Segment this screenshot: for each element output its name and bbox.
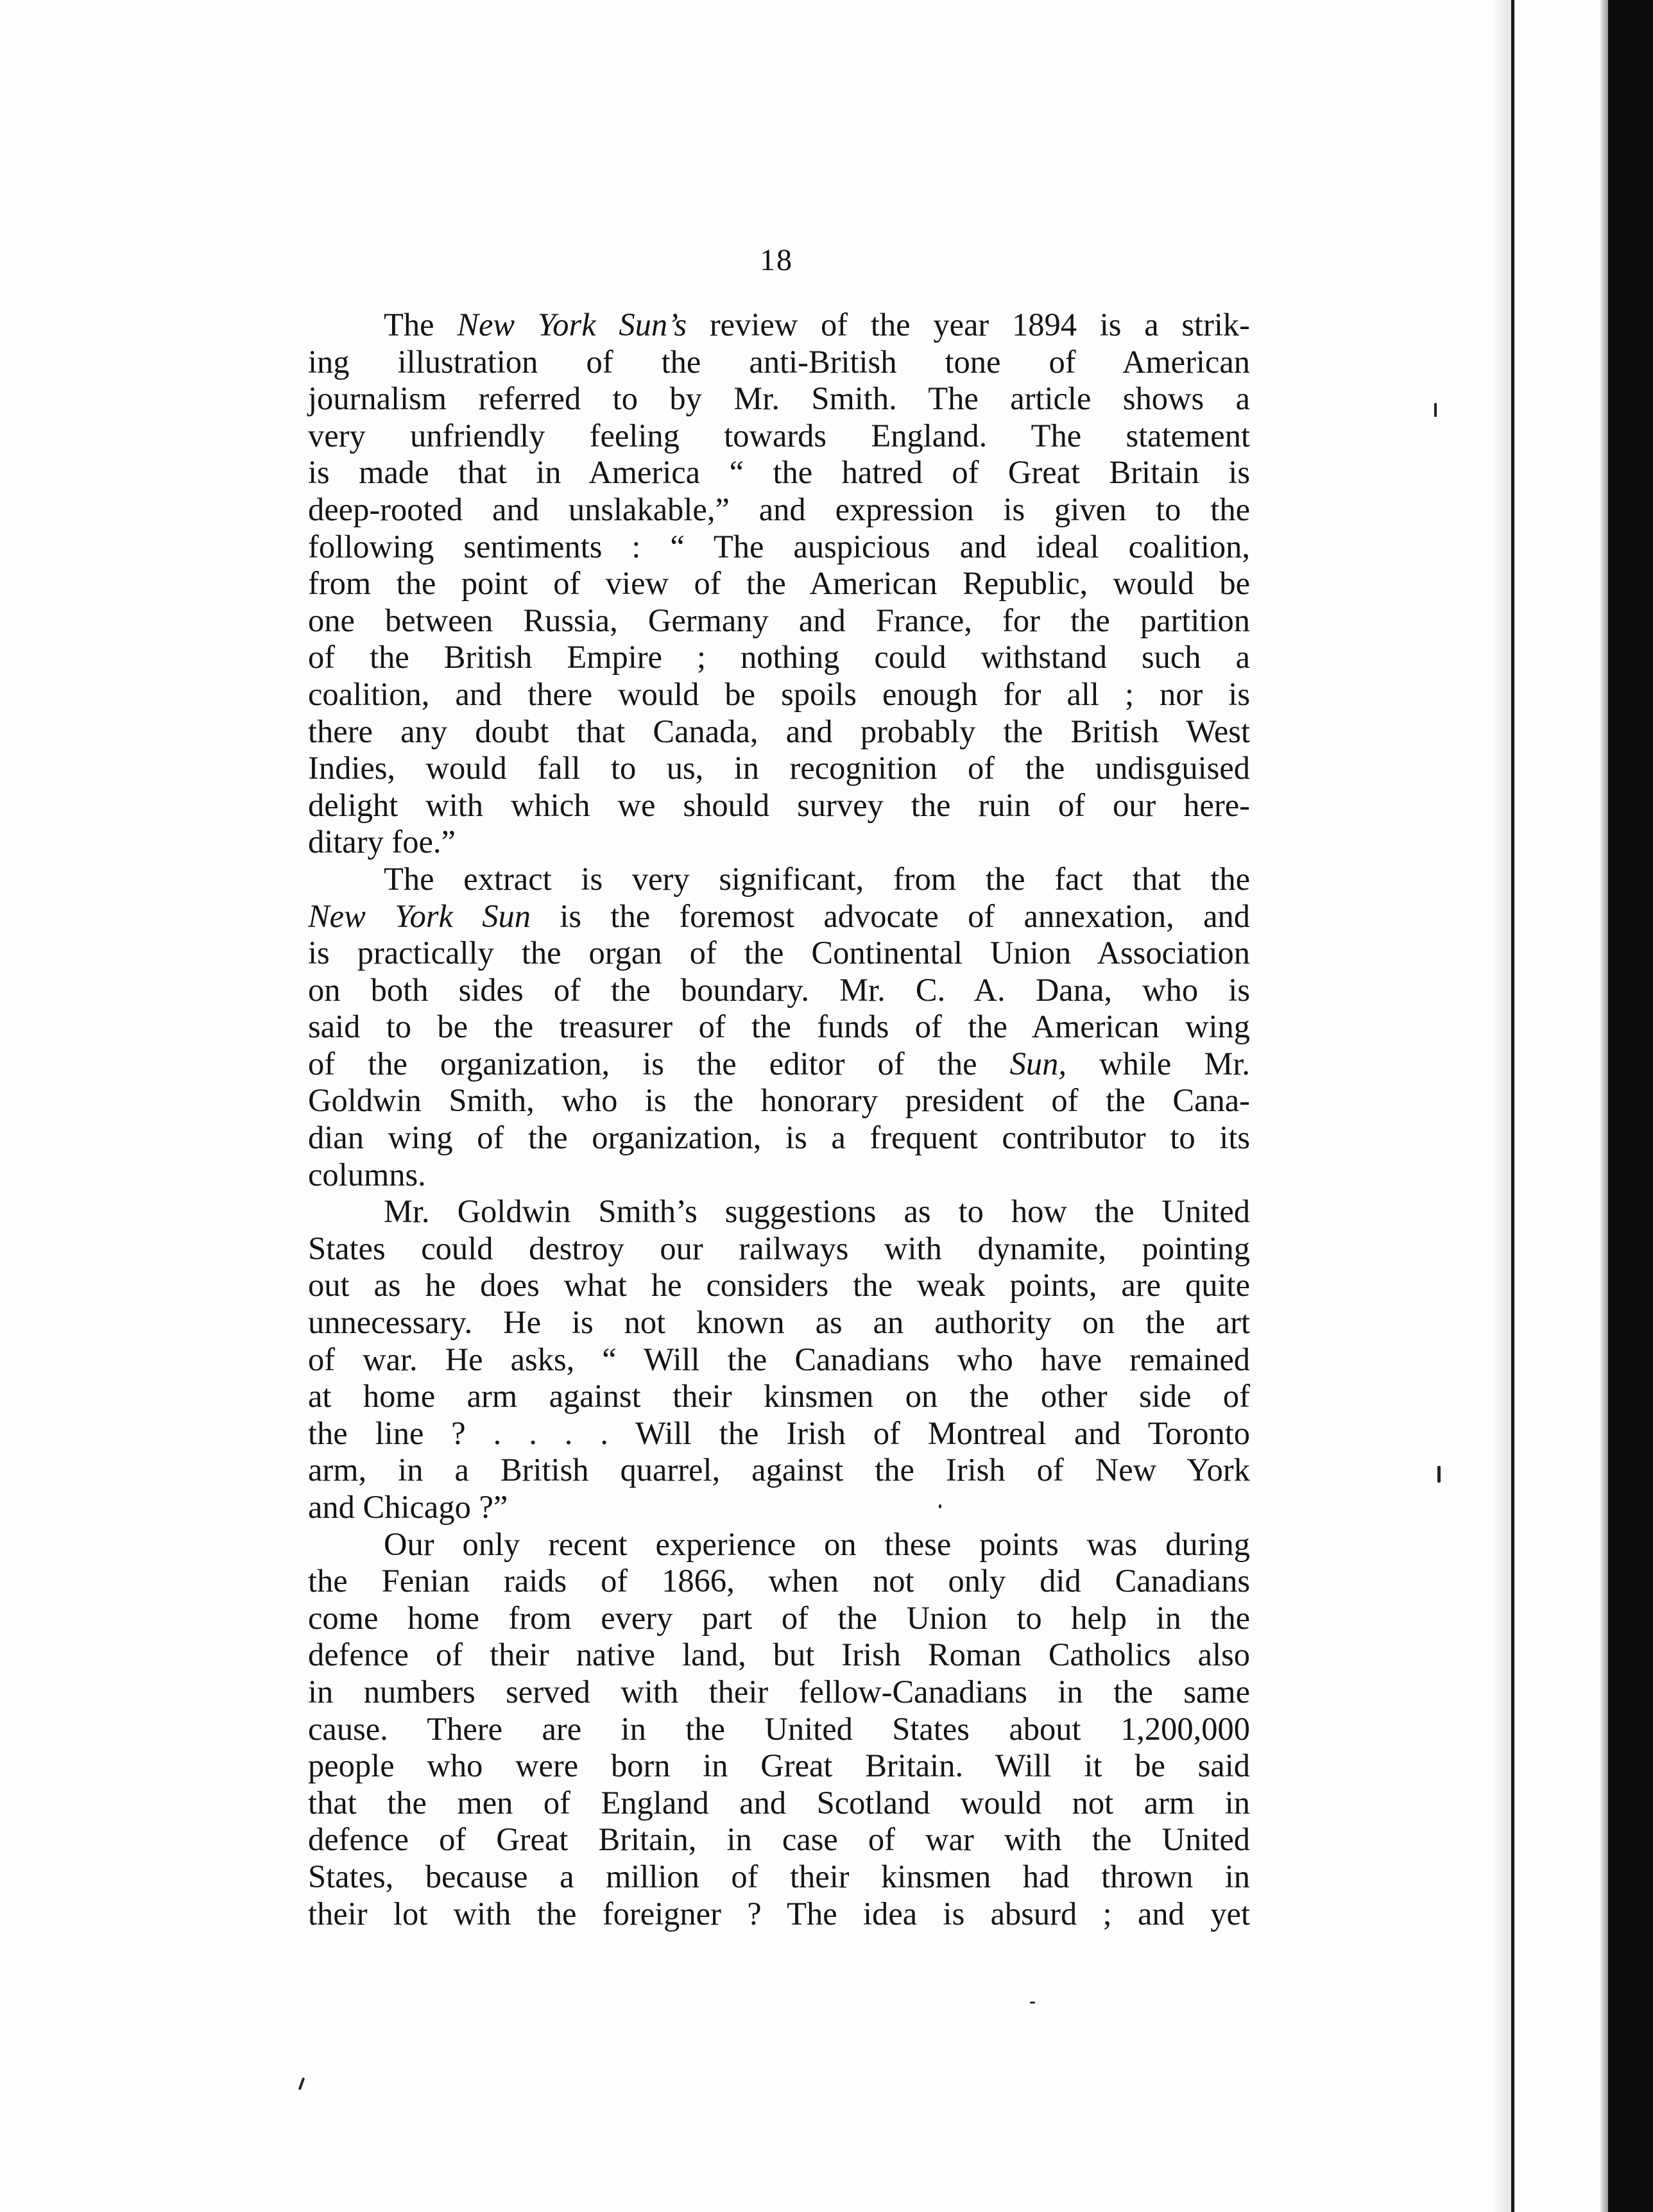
italic-title: New York Sun (308, 898, 531, 934)
text-line (308, 1859, 1250, 1896)
text-line-segment: journalism referred to by Mr. Smith. The article shows a (308, 380, 1250, 417)
text-line-segment: the line ? . . . . Will the Irish of Montreal and Toronto (308, 1415, 1250, 1451)
text-line (308, 1896, 1250, 1933)
text-line-segment: ing illustration of the anti-British tone of American (308, 343, 1250, 380)
text-line-segment: Goldwin Smith, who is the honorary president of the Cana- (308, 1082, 1250, 1119)
text-line-segment: in numbers served with their fellow-Canadians in the same (308, 1673, 1250, 1710)
page-fold-line (1511, 0, 1514, 2212)
text-line-segment: unnecessary. He is not known as an authority on the art (308, 1304, 1250, 1341)
text-line-segment: defence of Great Britain, in case of war with the United (308, 1821, 1250, 1858)
text-line-segment: defence of their native land, but Irish Roman Catholics also (308, 1637, 1250, 1673)
text-line (308, 454, 1250, 491)
text-line (308, 491, 1250, 529)
text-line (308, 1452, 1250, 1489)
text-line-segment: delight with which we should survey the ruin of our here- (308, 787, 1250, 823)
page-number: 18 (760, 243, 793, 277)
text-line-segment: The extract is very significant, from the fact that the (384, 860, 1250, 897)
scan-speck (1030, 2002, 1035, 2004)
scan-speck (298, 2077, 305, 2090)
text-line (308, 1008, 1250, 1046)
text-line (308, 1193, 1250, 1230)
text-line-segment: the Fenian raids of 1866, when not only did Canadians (308, 1563, 1250, 1599)
text-line (308, 639, 1250, 676)
text-line (308, 1267, 1250, 1304)
text-line-segment: The (384, 307, 458, 343)
text-line (308, 344, 1250, 381)
text-line-segment: Our only recent experience on these points was during (384, 1526, 1250, 1562)
text-line-segment: very unfriendly feeling towards England. The statement (308, 417, 1250, 454)
text-line-segment: their lot with the foreigner ? The idea is absurd ; and yet (308, 1895, 1250, 1932)
text-line-segment: columns. (308, 1156, 426, 1193)
scan-edge-border (1608, 0, 1653, 2212)
text-line-segment: ditary foe.” (308, 824, 456, 860)
text-line-segment: States, because a million of their kinsmen had thrown in (308, 1858, 1250, 1894)
text-line-segment: from the point of view of the American Republic, would be (308, 565, 1250, 602)
text-line (308, 676, 1250, 713)
text-line-segment: of the organization, is the editor of the (308, 1045, 1010, 1082)
text-line (308, 861, 1250, 898)
italic-title: Sun, (1009, 1045, 1067, 1082)
text-line (308, 824, 1250, 861)
text-line (308, 380, 1250, 418)
text-line (308, 1600, 1250, 1637)
text-line (308, 1157, 1250, 1194)
page-fold-shadow (1492, 0, 1511, 2212)
text-line (308, 529, 1250, 566)
text-line-segment: out as he does what he considers the weak points, are quite (308, 1267, 1250, 1304)
text-line-segment: of war. He asks, “ Will the Canadians who have remained (308, 1341, 1250, 1377)
text-line (308, 1748, 1250, 1785)
text-line-segment: dian wing of the organization, is a frequent contributor to its (308, 1119, 1250, 1156)
text-line-segment: cause. There are in the United States about 1,200,000 (308, 1710, 1250, 1747)
text-line (308, 565, 1250, 602)
text-line-segment: that the men of England and Scotland would not arm in (308, 1784, 1250, 1821)
text-line-segment: at home arm against their kinsmen on the other side of (308, 1378, 1250, 1415)
text-line (308, 418, 1250, 455)
text-line (308, 1489, 1250, 1526)
text-line (308, 1563, 1250, 1600)
text-line (308, 750, 1250, 787)
text-line-segment: on both sides of the boundary. Mr. C. A. Dana, who is (308, 971, 1250, 1008)
text-line-segment: arm, in a British quarrel, against the Irish of New York (308, 1452, 1250, 1488)
text-line (308, 713, 1250, 751)
text-line (308, 898, 1250, 935)
text-line-segment: there any doubt that Canada, and probably the British West (308, 713, 1250, 749)
text-line (308, 1082, 1250, 1119)
text-line (308, 1674, 1250, 1711)
text-line-segment: States could destroy our railways with dynamite, pointing (308, 1230, 1250, 1266)
body-text (308, 307, 1250, 1932)
text-line (308, 787, 1250, 824)
text-line (308, 1711, 1250, 1748)
text-line (308, 1378, 1250, 1415)
text-line-segment: following sentiments : “ The auspicious and ideal coalition, (308, 528, 1250, 565)
text-line-segment: of the British Empire ; nothing could withstand such a (308, 639, 1250, 676)
text-line-segment: is the foremost advocate of annexation, and (531, 898, 1250, 934)
text-line-segment: is made that in America “ the hatred of Great Britain is (308, 454, 1250, 491)
text-line-segment: Indies, would fall to us, in recognition of the undisguised (308, 750, 1250, 787)
text-line-segment: while Mr. (1066, 1045, 1250, 1082)
text-line (308, 1046, 1250, 1083)
text-line (308, 1415, 1250, 1452)
text-line (308, 1821, 1250, 1859)
text-line-segment: deep-rooted and unslakable,” and expression is given to the (308, 491, 1250, 527)
text-line-segment: one between Russia, Germany and France, for the partition (308, 602, 1250, 638)
text-line (308, 1230, 1250, 1268)
scan-edge-gradient (1600, 0, 1608, 2212)
text-line (308, 1526, 1250, 1563)
text-line (308, 1341, 1250, 1379)
text-line (308, 972, 1250, 1009)
text-line-segment: Mr. Goldwin Smith’s suggestions as to how the United (384, 1193, 1250, 1230)
text-line (308, 307, 1250, 344)
scan-speck (1434, 403, 1437, 417)
text-line (308, 1785, 1250, 1822)
text-line-segment: review of the year 1894 is a strik- (687, 307, 1251, 343)
italic-title: New York Sun’s (457, 307, 687, 343)
text-line (308, 602, 1250, 640)
text-line (308, 935, 1250, 972)
text-line-segment: is practically the organ of the Continental Union Association (308, 935, 1250, 971)
text-line-segment: people who were born in Great Britain. Will it be said (308, 1748, 1250, 1784)
text-line (308, 1637, 1250, 1674)
text-line-segment: and Chicago ?” (308, 1489, 508, 1525)
text-line-segment: come home from every part of the Union to help in the (308, 1599, 1250, 1636)
scan-speck (1437, 1466, 1441, 1483)
text-line (308, 1119, 1250, 1157)
text-line-segment: said to be the treasurer of the funds of the American wing (308, 1008, 1250, 1045)
text-line-segment: coalition, and there would be spoils enough for all ; nor is (308, 676, 1250, 712)
text-line (308, 1304, 1250, 1341)
